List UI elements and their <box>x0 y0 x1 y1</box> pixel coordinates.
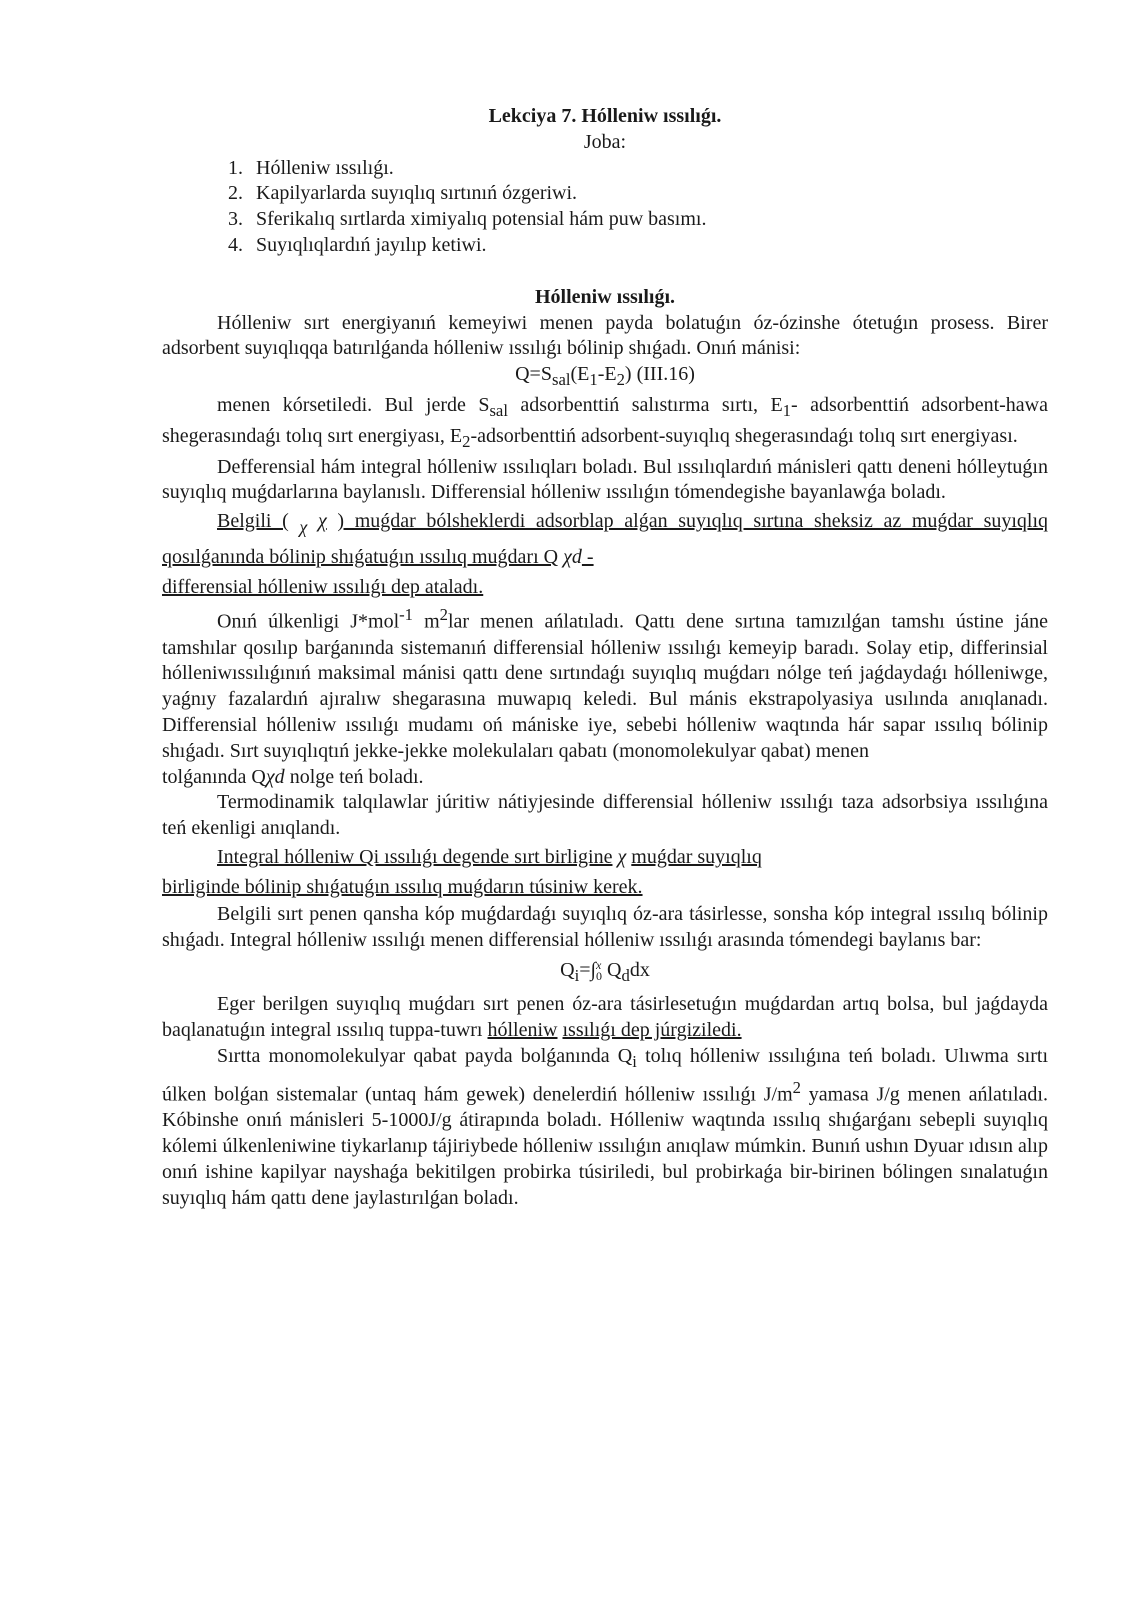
paragraph-excess: Eger berilgen suyıqlıq muǵdarı sırt penen óz-ara tásirlesetuǵın muǵdardan artıq bolsa, bul jaǵdayda baqlanatuǵın integral ıssılıq tuppa-tuwrı hólleniw ıssılıǵı dep júrgiziledi. <box>162 993 1048 1042</box>
paragraph-thermodynamic: Termodinamik talqılawlar júritiw nátiyjesinde differensial hólleniw ıssılıǵı taza adsorbsiya ıssılıǵına teń ekenligi anıqlandı. <box>162 791 1048 840</box>
plan-item: 4. Suyıqlıqlardıń jayılıp ketiwi. <box>248 233 1048 259</box>
plan-label: Joba: <box>583 130 627 153</box>
paragraph-integral-relation: Belgili sırt penen qansha kóp muǵdardaǵı suyıqlıq óz-ara tásirlesse, sonsha kóp integral ıssılıq bólinip shıǵadı. Integral hólleniw ıssılıǵı menen differensial hólleniw ıssılıǵı arasında tómendegi baylanıs bar: <box>162 902 1048 951</box>
paragraph-integral-definition: Integral hólleniw Qi ıssılıǵı degende sırt birligine χ muǵdar suyıqlıq birliginde bólinip shıǵatuǵın ıssılıq muǵdarın túsiniw kerek. <box>162 845 762 898</box>
document-body <box>162 104 1048 1211</box>
paragraph-units: Onıń úlkenligi J*mol$^{-1}$ $m^2lar$ menen ańlatıladı. Qattı dene sırtına tamızılǵan tamshı ústine jáne tamshılar qosılıp barǵanında sistemanıń differensial hólleniw ıssılıǵı kemeyip baradı. Solay etip, differinsial hólleniwıssılıǵınıń maksimal mánisi qattı dene sırtındaǵı suyıqlıq muǵdarı nólge teń jaǵdaydaǵı hólleniwge, yaǵnıy fazalardıń ajıralıw shegarasına muwapıq keledi. Bul mánis ekstrapolyasiya usılında anıqlanadı. Differensial hólleniw ıssılıǵı mudamı oń mániske iye, sebebi hólleniw waqtında hár sapar ıssılıq bólinip shıǵadı. Sırt suyıqlıqtıń jekke-jekke molekulaları qabatı (monomolekulyar qabat) menen <box>162 605 1048 762</box>
lecture-title: Lekciya 7. Hólleniw ıssılıǵı. <box>488 105 722 127</box>
plan-item: 2. Kapilyarlarda suyıqlıq sırtınıń ózgeriwi. <box>248 181 1048 207</box>
section-heading: Hólleniw ıssılıǵı. <box>534 285 676 308</box>
paragraph-monolayer: tolǵanında Qχd nolge teń boladı. <box>162 765 424 788</box>
plan-item: 1. Hólleniw ıssılıǵı. <box>248 156 1048 182</box>
paragraph-types: Defferensial hám integral hólleniw ıssılıqları boladı. Bul ıssılıqlardıń mánisleri qattı deneni hólleytuǵın suyıqlıq muǵdarlarına baylanıslı. Differensial hólleniw ıssılıǵın tómendegishe bayanlawǵa boladı. <box>162 455 1048 504</box>
paragraph-measurement: Sırtta monomolekulyar qabat payda bolǵanında $Q_i$ tolıq hólleniw ıssılıǵına teń boladı. Ulıwma sırtı úlken bolǵan sistemalar (untaq hám gewek) denelerdiń hólleniw ıssılıǵı $J/m^2$ yamasa J/g menen ańlatıladı. Kóbinshe onıń mánisleri 5-1000J/g átirapında boladı. Hólleniw waqtında ıssılıq shıǵarǵanı sebepli suyıqlıq kólemi úlkenleniwine tiykarlanıp tájiriybede hólleniw ıssılıǵın anıqlaw múmkin. Bunıń ushın Dyuar ıdısın alıp onıń ishine kapilyar nayshaǵa bekitilgen probirka túsiriledi, bul probirkaǵa bir-birinen bólingen sınalatuǵın suyıqlıq hám qattı dene jaylastırılǵan boladı. <box>162 1044 1048 1209</box>
integral-limits: x 0 <box>596 957 603 983</box>
paragraph-formula-explanation: menen kórsetiledi. Bul jerde $S_{sal}$ adsorbenttiń salıstırma sırtı, $E_1-$ adsorbenttiń adsorbent-hawa shegerasındaǵı tolıq sırt energiyası, $E_2$-adsorbenttiń adsorbent-suyıqlıq shegerasındaǵı tolıq sırt energiyası. <box>162 393 1048 451</box>
formula-integral: $Q_i=\int x$ 0 $Q_ddx$ <box>560 957 650 985</box>
paragraph-differential-definition: Belgili ( χ χ ) muǵdar bólsheklerdi adsorblap alǵan suyıqlıq sırtına sheksiz az muǵdar suyıqlıq qosılǵanında bólinip shıǵatuǵın ıssılıq muǵdarı Q χd - differensial hólleniw ıssılıǵı dep ataladı. <box>162 510 1049 599</box>
formula-heat-of-wetting: $Q=S_{sal}(E_1-E_2)$ (III.16) <box>515 363 695 390</box>
plan-list <box>162 156 1048 259</box>
plan-item: 3. Sferikalıq sırtlarda ximiyalıq potensial hám puw basımı. <box>248 207 1048 233</box>
paragraph-definition: Hólleniw sırt energiyanıń kemeyiwi menen payda bolatuǵın óz-ózinshe ótetuǵın prosess. Birer adsorbent suyıqlıqqa batırılǵanda hólleniw ıssılıǵı bólinip shıǵadı. Onıń mánisi: <box>162 311 1048 360</box>
